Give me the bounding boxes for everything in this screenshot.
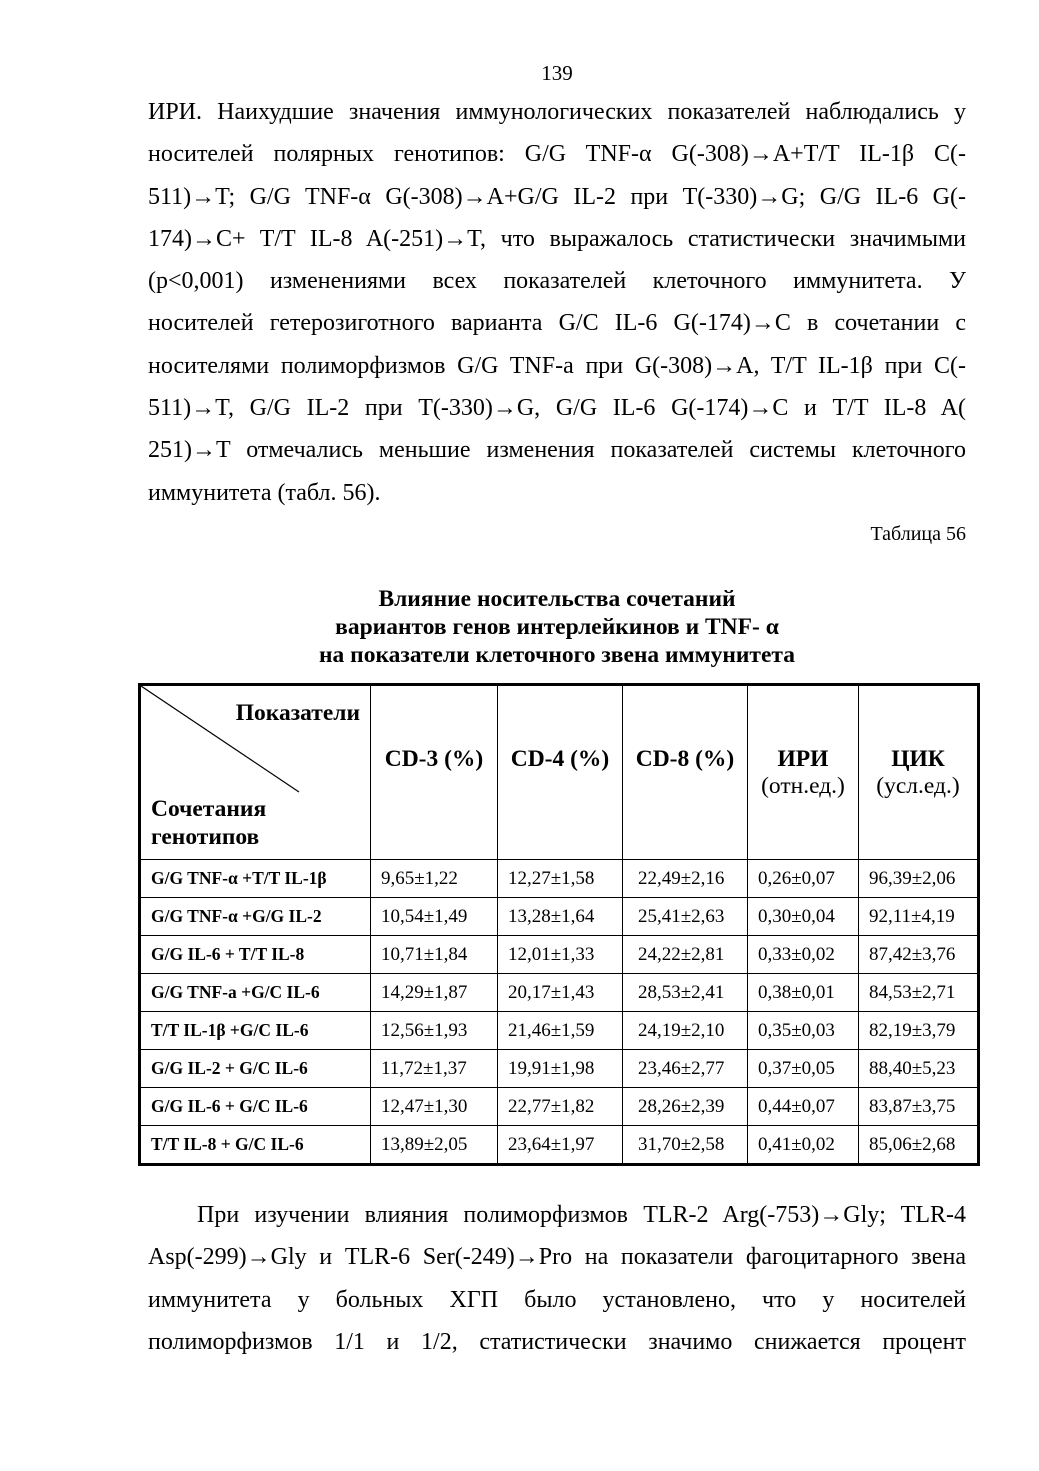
corner-label-line: генотипов <box>151 824 260 850</box>
cd8-value-cell: 28,53±2,41 <box>623 974 748 1012</box>
cd3-value-cell: 12,56±1,93 <box>371 1012 498 1050</box>
paragraph-cellular-immunity <box>148 91 966 514</box>
cd4-value-cell: 20,17±1,43 <box>498 974 623 1012</box>
header-label: ИРИ <box>777 746 829 772</box>
cd4-value-cell: 22,77±1,82 <box>498 1088 623 1126</box>
table-header-row <box>140 685 979 860</box>
iri-value-cell: 0,26±0,07 <box>748 860 859 898</box>
paragraph-line: носителей гетерозиготного варианта G/C IL-6 G(-174)→C в сочетании с <box>148 310 966 337</box>
combination-cell: G/G IL-2 + G/C IL-6 <box>140 1050 371 1088</box>
table-row <box>140 898 979 936</box>
cik-value-cell: 96,39±2,06 <box>859 860 979 898</box>
header-label: CD-4 (%) <box>510 746 610 772</box>
cik-value-cell: 84,53±2,71 <box>859 974 979 1012</box>
cik-value-cell: 92,11±4,19 <box>859 898 979 936</box>
table-title-line: на показатели клеточного звена иммунитета <box>318 642 795 668</box>
header-cd3 <box>371 685 498 860</box>
cd3-value-cell: 9,65±1,22 <box>371 860 498 898</box>
corner-label-indicators: Показатели <box>235 700 360 726</box>
combination-cell: G/G TNF-a +G/C IL-6 <box>140 974 371 1012</box>
cd8-value-cell: 24,22±2,81 <box>623 936 748 974</box>
table-row <box>140 1012 979 1050</box>
header-label: CD-8 (%) <box>635 746 735 772</box>
cik-value-cell: 85,06±2,68 <box>859 1126 979 1165</box>
cd4-value-cell: 13,28±1,64 <box>498 898 623 936</box>
cik-value-cell: 82,19±3,79 <box>859 1012 979 1050</box>
cd8-value-cell: 23,46±2,77 <box>623 1050 748 1088</box>
corner-header-cell <box>140 685 371 860</box>
paragraph-line: 511)→T, G/G IL-2 при T(-330)→G, G/G IL-6 G(-174)→C и T/T IL-8 A( <box>148 395 966 422</box>
cd8-value-cell: 28,26±2,39 <box>623 1088 748 1126</box>
paragraph-line: Asp(-299)→Gly и TLR-6 Ser(-249)→Pro на показатели фагоцитарного звена <box>148 1244 966 1271</box>
combination-cell: T/T IL-1β +G/C IL-6 <box>140 1012 371 1050</box>
iri-value-cell: 0,38±0,01 <box>748 974 859 1012</box>
cd4-value-cell: 19,91±1,98 <box>498 1050 623 1088</box>
page-number: 139 <box>541 61 573 85</box>
iri-value-cell: 0,33±0,02 <box>748 936 859 974</box>
paragraph-line: 251)→T отмечались меньшие изменения показателей системы клеточного <box>148 437 966 464</box>
cd3-value-cell: 11,72±1,37 <box>371 1050 498 1088</box>
table-row <box>140 974 979 1012</box>
cik-value-cell: 83,87±3,75 <box>859 1088 979 1126</box>
cik-value-cell: 88,40±5,23 <box>859 1050 979 1088</box>
data-table <box>138 683 980 1166</box>
header-label: ЦИК <box>891 746 945 772</box>
paragraph-line: При изучении влияния полиморфизмов TLR-2 Arg(-753)→Gly; TLR-4 <box>197 1202 966 1228</box>
table-row <box>140 1050 979 1088</box>
header-unit: (отн.ед.) <box>761 773 845 799</box>
cik-value-cell: 87,42±3,76 <box>859 936 979 974</box>
cd8-value-cell: 31,70±2,58 <box>623 1126 748 1165</box>
combination-cell: G/G TNF-α +G/G IL-2 <box>140 898 371 936</box>
iri-value-cell: 0,30±0,04 <box>748 898 859 936</box>
paragraph-line: (p<0,001) изменениями всех показателей клеточного иммунитета. У <box>148 268 966 295</box>
table-container <box>138 683 980 1166</box>
table-row <box>140 860 979 898</box>
paragraph-line: иммунитета (табл. 56). <box>148 479 381 506</box>
cd8-value-cell: 22,49±2,16 <box>623 860 748 898</box>
paragraph-line: 174)→C+ T/T IL-8 A(-251)→T, что выражалось статистически значимыми <box>148 225 966 252</box>
table-number-caption: Таблица 56 <box>870 523 966 545</box>
cd4-value-cell: 12,27±1,58 <box>498 860 623 898</box>
cd3-value-cell: 10,54±1,49 <box>371 898 498 936</box>
table-title-line: Влияние носительства сочетаний <box>378 586 736 612</box>
table-title <box>148 585 966 669</box>
header-cd8 <box>623 685 748 860</box>
header-iri <box>748 685 859 860</box>
iri-value-cell: 0,37±0,05 <box>748 1050 859 1088</box>
table-row <box>140 1126 979 1165</box>
corner-label-line: Сочетания <box>151 796 267 822</box>
cd4-value-cell: 21,46±1,59 <box>498 1012 623 1050</box>
cd8-value-cell: 25,41±2,63 <box>623 898 748 936</box>
cd3-value-cell: 10,71±1,84 <box>371 936 498 974</box>
paragraph-line: носителей полярных генотипов: G/G TNF-α G(-308)→A+T/T IL-1β C(- <box>148 141 966 168</box>
iri-value-cell: 0,41±0,02 <box>748 1126 859 1165</box>
paragraph-phagocytic-immunity <box>148 1194 966 1363</box>
paragraph-line: носителями полиморфизмов G/G TNF-a при G(-308)→A, T/T IL-1β при C(- <box>148 352 966 379</box>
table-row <box>140 936 979 974</box>
header-cd4 <box>498 685 623 860</box>
table-title-line: вариантов генов интерлейкинов и TNF- α <box>335 614 779 640</box>
paragraph-line: полиморфизмов 1/1 и 1/2, статистически значимо снижается процент <box>148 1328 966 1355</box>
cd8-value-cell: 24,19±2,10 <box>623 1012 748 1050</box>
cd3-value-cell: 13,89±2,05 <box>371 1126 498 1165</box>
cd4-value-cell: 12,01±1,33 <box>498 936 623 974</box>
combination-cell: G/G IL-6 + G/C IL-6 <box>140 1088 371 1126</box>
paragraph-line: 511)→T; G/G TNF-α G(-308)→A+G/G IL-2 при T(-330)→G; G/G IL-6 G(- <box>148 183 966 210</box>
cd4-value-cell: 23,64±1,97 <box>498 1126 623 1165</box>
header-unit: (усл.ед.) <box>876 773 960 799</box>
table-row <box>140 1088 979 1126</box>
header-cik <box>859 685 979 860</box>
iri-value-cell: 0,44±0,07 <box>748 1088 859 1126</box>
corner-label-combinations <box>151 795 266 851</box>
cd3-value-cell: 14,29±1,87 <box>371 974 498 1012</box>
paragraph-line: ИРИ. Наихудшие значения иммунологических показателей наблюдались у <box>148 99 966 125</box>
combination-cell: G/G IL-6 + T/T IL-8 <box>140 936 371 974</box>
header-label: CD-3 (%) <box>384 746 484 772</box>
combination-cell: G/G TNF-α +T/T IL-1β <box>140 860 371 898</box>
iri-value-cell: 0,35±0,03 <box>748 1012 859 1050</box>
combination-cell: T/T IL-8 + G/C IL-6 <box>140 1126 371 1165</box>
cd3-value-cell: 12,47±1,30 <box>371 1088 498 1126</box>
paragraph-line: иммунитета у больных ХГП было установлено, что у носителей <box>148 1286 966 1313</box>
